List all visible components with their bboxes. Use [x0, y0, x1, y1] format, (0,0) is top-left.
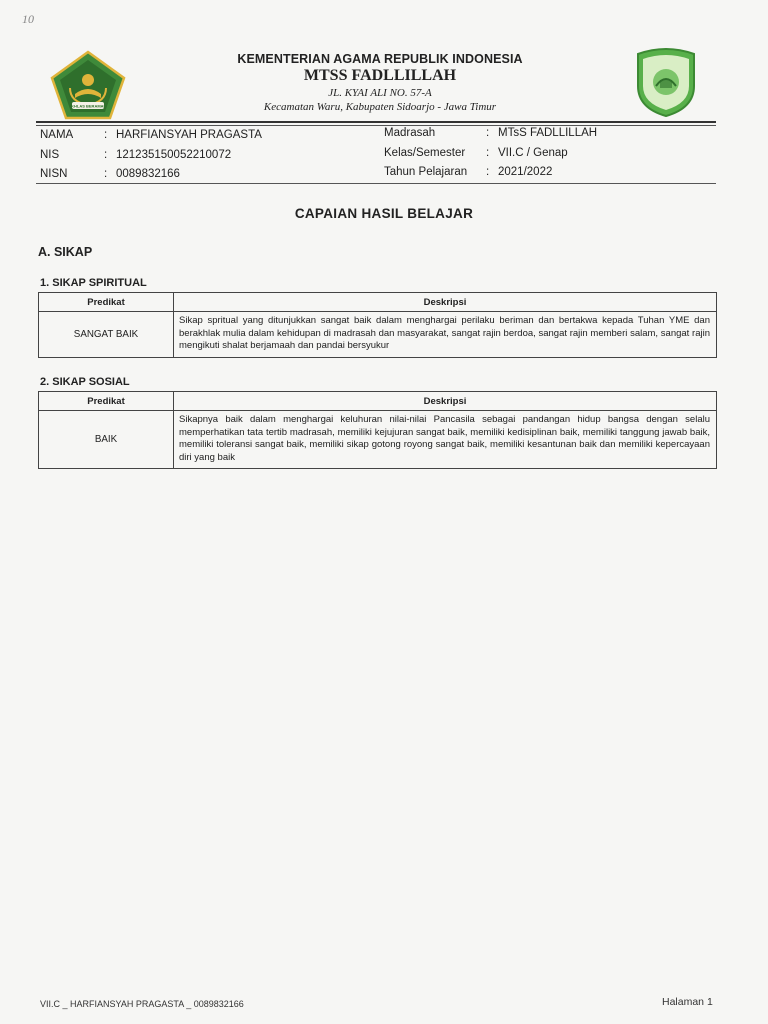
- table-row: [39, 312, 717, 358]
- kelas-label: Kelas/Semester: [384, 147, 466, 159]
- nama-value: HARFIANSYAH PRAGASTA: [116, 129, 262, 141]
- spiritual-predikat: SANGAT BAIK: [39, 312, 174, 358]
- page-mark: 10: [22, 12, 34, 26]
- table-header-row: [39, 392, 717, 411]
- report-title: CAPAIAN HASIL BELAJAR: [294, 206, 474, 221]
- tahun-label: Tahun Pelajaran: [384, 166, 468, 178]
- kelas-value: VII.C / Genap: [498, 147, 568, 159]
- section-sikap-heading: A. SIKAP: [38, 245, 93, 259]
- madrasah-label: Madrasah: [384, 127, 436, 139]
- sosial-predikat: BAIK: [39, 411, 174, 469]
- school-district: Kecamatan Waru, Kabupaten Sidoarjo - Jawa Timur: [263, 101, 497, 113]
- school-address: JL. KYAI ALI NO. 57-A: [328, 87, 432, 99]
- kemenag-logo-motto: IKHLAS BERAMAL: [70, 103, 106, 109]
- nis-value: 121235150052210072: [116, 149, 232, 161]
- tahun-separator: :: [486, 166, 490, 178]
- kemenag-logo-icon: [48, 50, 128, 120]
- sosial-deskripsi: Sikapnya baik dalam menghargai keluhuran nilai-nilai Pancasila sebagai pandangan hidup bangsa dengan selalu memperhatikan tata tertib madrasah, memiliki kejujuran sangat baik, memiliki kedisiplinan baik, memiliki tanggung jawab baik, memiliki toleransi sangat baik, memiliki sikap gotong royong sangat baik, memiliki kesantunan baik dan memiliki kepercayaan diri yang baik: [174, 411, 717, 469]
- footer-student-id: VII.C _ HARFIANSYAH PRAGASTA _ 0089832166: [40, 999, 244, 1009]
- nisn-label: NISN: [40, 168, 68, 180]
- info-divider: [36, 183, 716, 184]
- kelas-separator: :: [486, 147, 490, 159]
- nisn-separator: :: [104, 168, 108, 180]
- nis-separator: :: [104, 149, 108, 161]
- table-header-row: [39, 293, 717, 312]
- madrasah-value: MTsS FADLLILLAH: [498, 127, 598, 139]
- spiritual-heading: 1. SIKAP SPIRITUAL: [40, 277, 147, 289]
- header-divider-thin: [36, 125, 716, 126]
- deskripsi-column-header: Deskripsi: [174, 392, 717, 411]
- tahun-value: 2021/2022: [498, 166, 553, 178]
- predikat-column-header: Predikat: [39, 293, 174, 312]
- nis-label: NIS: [40, 149, 60, 161]
- nama-label: NAMA: [40, 129, 74, 141]
- madrasah-separator: :: [486, 127, 490, 139]
- spiritual-table: [38, 292, 717, 358]
- page-number: Halaman 1: [662, 996, 713, 1008]
- predikat-column-header: Predikat: [39, 392, 174, 411]
- deskripsi-column-header: Deskripsi: [174, 293, 717, 312]
- sosial-table: [38, 391, 717, 469]
- sosial-heading: 2. SIKAP SOSIAL: [40, 376, 130, 388]
- nisn-value: 0089832166: [116, 168, 180, 180]
- header-divider: [36, 121, 716, 123]
- school-name: MTSS FADLLILLAH: [303, 67, 457, 84]
- spiritual-deskripsi: Sikap spritual yang ditunjukkan sangat baik dalam menghargai perilaku beriman dan bertakwa kepada Tuhan YME dan berakhlak mulia dalam kehidupan di madrasah dan masyarakat, sangat rajin berdoa, sangat rajin memberi salam, sangat rajin mengikuti shalat berjamaah dan pandai bersyukur: [174, 312, 717, 358]
- nama-separator: :: [104, 129, 108, 141]
- school-logo-icon: [632, 46, 700, 118]
- ministry-name: KEMENTERIAN AGAMA REPUBLIK INDONESIA: [237, 52, 523, 66]
- table-row: [39, 411, 717, 469]
